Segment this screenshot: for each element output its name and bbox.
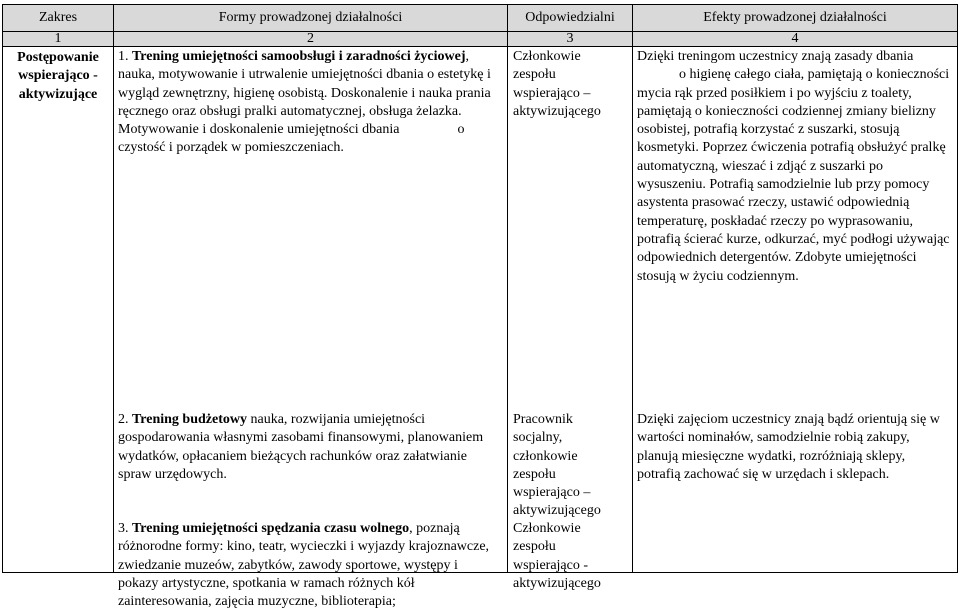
form-item-3: 3. Trening umiejętności spędzania czasu wolnego, poznają różnorodne formy: kino, teatr, wycieczki i wyjazdy krajoznawcze, zwiedzanie muzeów, zabytków, zawody sportowe, występy i pokazy artystyczne, spotkania w ramach różnych kół zainteresowania, zajęcia muzyczne, biblioterapia; <box>118 521 490 610</box>
effects-cell <box>633 47 958 573</box>
header-responsible: Odpowiedzialni <box>508 5 633 32</box>
scope-cell <box>3 47 114 573</box>
responsible-3: Członkowie zespołu wspierająco - aktywizującego <box>513 521 601 591</box>
header-forms: Formy prowadzonej działalności <box>114 5 508 32</box>
column-number-row <box>3 32 958 47</box>
column-number: 1 <box>3 32 114 47</box>
header-row <box>3 5 958 32</box>
form-item-2: 2. Trening budżetowy nauka, rozwijania umiejętności gospodarowania własnymi zasobami finansowymi, planowaniem wydatków, opłacaniem bieżących rachunków oraz załatwianie spraw urzędowych. <box>118 412 484 482</box>
column-number: 3 <box>508 32 633 47</box>
scope-text: Postępowanie wspierająco - aktywizujące <box>17 50 99 102</box>
responsible-2: Pracownik socjalny, członkowie zespołu wspierająco – aktywizującego <box>513 412 601 519</box>
header-effects: Efekty prowadzonej działalności <box>633 5 958 32</box>
form-title: Trening budżetowy <box>132 412 247 427</box>
responsible-cell <box>508 47 633 591</box>
forms-cell <box>114 47 508 610</box>
activity-table <box>2 4 958 610</box>
column-number: 2 <box>114 32 508 47</box>
effect-item-2: Dzięki zajęciom uczestnicy znają bądź orientują się w wartości nominałów, samodzielnie robią zakupy, planują miesięczne wydatki, rozróżniają sklepy, potrafią zachować się w urzędach i sklepach. <box>637 412 940 482</box>
responsible-1: Członkowie zespołu wspierająco – aktywizującego <box>513 49 601 119</box>
column-number: 4 <box>633 32 958 47</box>
effect-item-1: Dzięki treningom uczestnicy znają zasady dbaniao higienę całego ciała, pamiętają o konieczności mycia rąk przed posiłkiem i po wyjściu z toalety, pamiętają o konieczności codziennej zmiany bielizny osobistej, potrafią korzystać z suszarki, stosują kosmetyki. Poprzez ćwiczenia potrafią obsłużyć pralkę automatyczną, wieszać i zdjąć z suszarki po wysuszeniu. Potrafią samodzielnie lub przy pomocy asystenta prasować rzeczy, ustawić odpowiednią temperaturę, poskładać rzeczy po wyprasowaniu, potrafią ścierać kurze, odkurzać, myć podłogi używając odpowiednich detergentów. Zdobyte umiejętności stosują w życiu codziennym. <box>637 49 950 284</box>
content-row <box>3 47 958 573</box>
header-scope: Zakres <box>3 5 114 32</box>
form-item-1: 1. Trening umiejętności samoobsługi i zaradności życiowej, nauka, motywowanie i utrwalenie umiejętności dbania o estetykę i wygląd zewnętrzny, higienę osobistą. Doskonalenie i nauka prania ręcznego oraz obsługi pralki automatycznej, obsługa żelazka. Motywowanie i doskonalenie umiejętności dbania o czystość i porządek w pomieszczeniach. <box>118 49 491 156</box>
form-title: Trening umiejętności samoobsługi i zaradności życiowej <box>132 49 466 64</box>
form-title: Trening umiejętności spędzania czasu wolnego <box>132 521 410 536</box>
